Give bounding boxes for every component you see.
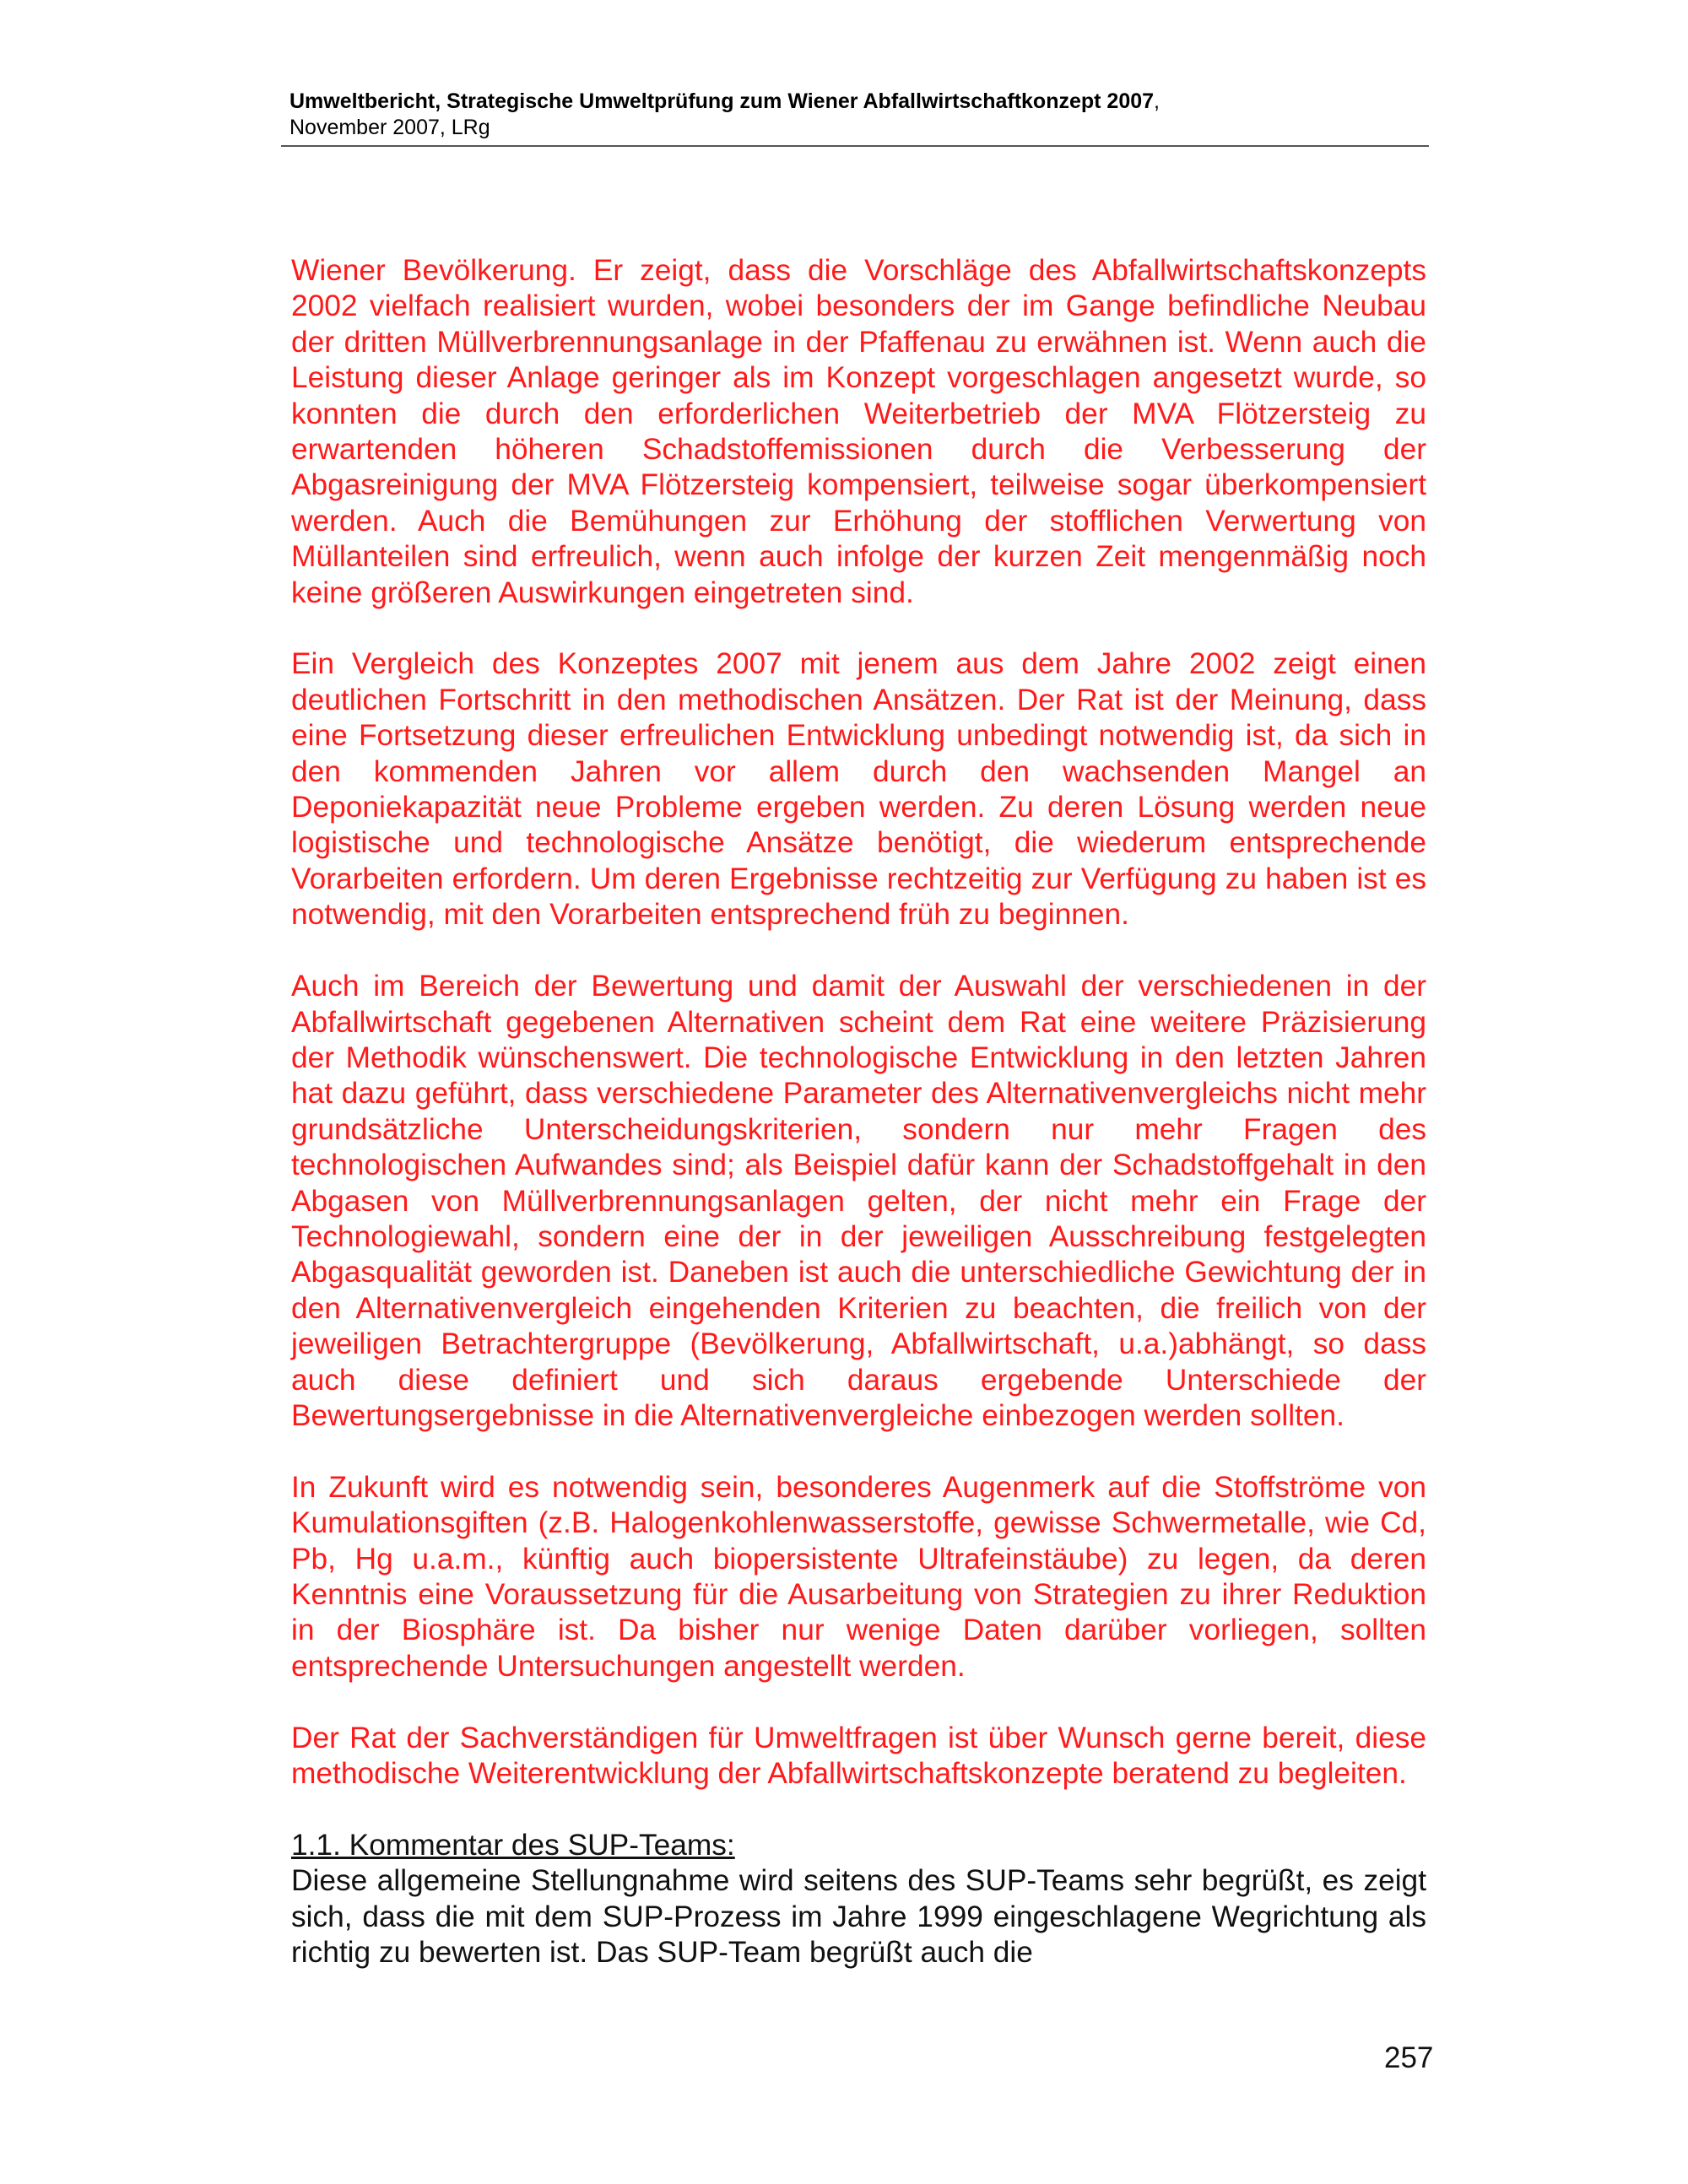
section-sup-kommentar [291,1828,1426,1971]
page-number: 257 [1384,2041,1434,2074]
running-header [289,89,1427,141]
paragraph-rat-angebot: Der Rat der Sachverständigen für Umweltfragen ist über Wunsch gerne bereit, diese methodische Weiterentwicklung der Abfallwirtschaftskonzepte beratend zu begleiten. [291,1721,1426,1790]
paragraph-vergleich: Ein Vergleich des Konzeptes 2007 mit jenem aus dem Jahre 2002 zeigt einen deutlichen Fortschritt in den methodischen Ansätzen. Der Rat ist der Meinung, dass eine Fortsetzung dieser erfreulichen Entwicklung unbedingt notwendig ist, da sich in den kommenden Jahren vor allem durch den wachsenden Mangel an Deponiekapazität neue Probleme ergeben werden. Zu deren Lösung werden neue logistische und technologische Ansätze benötigt, die wiederum entsprechende Vorarbeiten erfordern. Um deren Ergebnisse rechtzeitig zur Verfügung zu haben ist es notwendig, mit den Vorarbeiten entsprechend früh zu beginnen. [291,647,1426,932]
paragraph-kumulationsgifte: In Zukunft wird es notwendig sein, besonderes Augenmerk auf die Stoffströme von Kumulationsgiften (z.B. Halogenkohlenwasserstoffe, gewisse Schwermetalle, wie Cd, Pb, Hg u.a.m., künftig auch biopersistente Ultrafeinstäube) zu legen, da deren Kenntnis eine Voraussetzung für die Ausarbeitung von Strategien zu ihrer Reduktion in der Biosphäre ist. Da bisher nur wenige Daten darüber vorliegen, sollten entsprechende Untersuchungen angestellt werden. [291,1470,1426,1683]
header-divider [281,145,1429,147]
header-subtitle: November 2007, LRg [289,116,490,139]
header-title: Umweltbericht, Strategische Umweltprüfung zum Wiener Abfallwirtschaftkonzept 2007 [289,89,1155,113]
paragraph-bevoelkerung: Wiener Bevölkerung. Er zeigt, dass die Vorschläge des Abfallwirtschaftskonzepts 2002 vielfach realisiert wurden, wobei besonders der im Gange befindliche Neubau der dritten Müllverbrennungsanlage in der Pfaffenau zu erwähnen ist. Wenn auch die Leistung dieser Anlage geringer als im Konzept vorgeschlagen angesetzt wurde, so konnten die durch den erforderlichen Weiterbetrieb der MVA Flötzersteig zu erwartenden höheren Schadstoffemissionen durch die Verbesserung der Abgasreinigung der MVA Flötzersteig kompensiert, teilweise sogar überkompensiert werden. Auch die Bemühungen zur Erhöhung der stofflichen Verwertung von Müllanteilen sind erfreulich, wenn auch infolge der kurzen Zeit mengenmäßig noch keine größeren Auswirkungen eingetreten sind. [291,254,1426,609]
section-heading: 1.1. Kommentar des SUP-Teams: [291,1828,735,1862]
header-title-suffix: , [1154,89,1160,113]
section-text: Diese allgemeine Stellungnahme wird seitens des SUP-Teams sehr begrüßt, es zeigt sich, dass die mit dem SUP-Prozess im Jahre 1999 eingeschlagene Wegrichtung als richtig zu bewerten ist. Das SUP-Team begrüßt auch die [291,1864,1426,1970]
document-body [291,253,1426,1970]
header-title-line [289,89,1427,115]
paragraph-bewertung: Auch im Bereich der Bewertung und damit der Auswahl der verschiedenen in der Abfallwirtschaft gegebenen Alternativen scheint dem Rat eine weitere Präzisierung der Methodik wünschenswert. Die technologische Entwicklung in den letzten Jahren hat dazu geführt, dass verschiedene Parameter des Alternativenvergleichs nicht mehr grundsätzliche Unterscheidungskriterien, sondern nur mehr Fragen des technologischen Aufwandes sind; als Beispiel dafür kann der Schadstoffgehalt in den Abgasen von Müllverbrennungsanlagen gelten, der nicht mehr ein Frage der Technologiewahl, sondern eine der in der jeweiligen Ausschreibung festgelegten Abgasqualität geworden ist. Daneben ist auch die unterschiedliche Gewichtung der in den Alternativenvergleich eingehenden Kriterien zu beachten, die freilich von der jeweiligen Betrachtergruppe (Bevölkerung, Abfallwirtschaft, u.a.)abhängt, so dass auch diese definiert und sich daraus ergebende Unterschiede der Bewertungsergebnisse in die Alternativenvergleiche einbezogen werden sollten. [291,970,1426,1432]
